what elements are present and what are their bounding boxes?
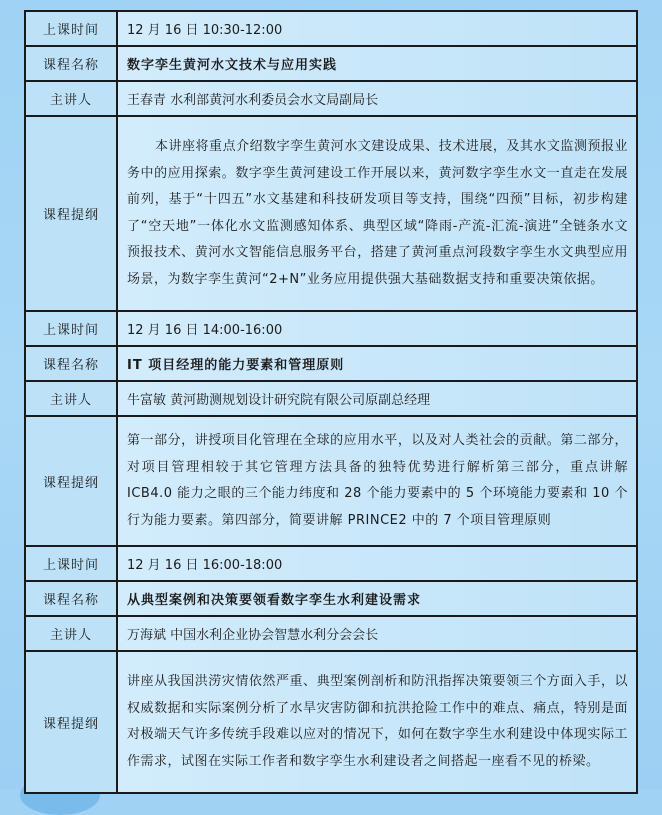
outline-cell [117,651,637,793]
time-value: 12 月 16 日 10:30-12:00 [117,11,637,46]
outline-cell [117,416,637,546]
outline-text: 第一部分，讲授项目化管理在全球的应用水平，以及对人类社会的贡献。第二部分，对项目管理相较于其它管理方法具备的独特优势进行解析第三部分，重点讲解 ICB4.0 能力之眼的三个能力纬度和 28 个能力要素中的 5 个环境能力要素和 10 个行为能力要素。第四部分，简要讲解 PRINCE2 中的 7 个项目管理原则 [127,433,628,528]
table-row-name-1 [25,46,637,81]
table-row-time-2 [25,311,637,346]
lecturer-value: 王春青 水利部黄河水利委员会水文局副局长 [117,81,637,116]
outline-cell [117,116,637,311]
table-row-time-3 [25,546,637,581]
course-name: IT 项目经理的能力要素和管理原则 [117,346,637,381]
lecturer-value: 牛富敏 黄河勘测规划设计研究院有限公司原副总经理 [117,381,637,416]
table-row-outline-1 [25,116,637,311]
outline-label: 课程提纲 [25,651,117,793]
course-name: 数字孪生黄河水文技术与应用实践 [117,46,637,81]
time-label: 上课时间 [25,11,117,46]
outline-label: 课程提纲 [25,116,117,311]
outline-label: 课程提纲 [25,416,117,546]
table-row-lecturer-2 [25,381,637,416]
table-row-outline-2 [25,416,637,546]
table-row-outline-3 [25,651,637,793]
lecturer-label: 主讲人 [25,81,117,116]
table-row-lecturer-1 [25,81,637,116]
time-value: 12 月 16 日 14:00-16:00 [117,311,637,346]
lecturer-value: 万海斌 中国水利企业协会智慧水利分会会长 [117,616,637,651]
time-label: 上课时间 [25,546,117,581]
outline-text: 讲座从我国洪涝灾情依然严重、典型案例剖析和防汛指挥决策要领三个方面入手，以权威数据和实际案例分析了水旱灾害防御和抗洪抢险工作中的难点、痛点，特别是面对极端天气许多传统手段难以应对的情况下，如何在数字孪生水利建设中体现实际工作需求，试图在实际工作者和数字孪生水利建设者之间搭起一座看不见的桥梁。 [127,674,628,769]
name-label: 课程名称 [25,581,117,616]
table-row-lecturer-3 [25,616,637,651]
table-row-time-1 [25,11,637,46]
name-label: 课程名称 [25,46,117,81]
outline-text: 本讲座将重点介绍数字孪生黄河水文建设成果、技术进展，及其水文监测预报业务中的应用探索。数字孪生黄河建设工作开展以来，黄河数字孪生水文一直走在发展前列，基于“十四五”水文基建和科技研发项目等支持，围绕“四预”目标，初步构建了“空天地”一体化水文监测感知体系、典型区域“降雨-产流-汇流-演进”全链条水文预报技术、黄河水文智能信息服务平台，搭建了黄河重点河段数字孪生水文典型应用场景，为数字孪生黄河“2+N”业务应用提供强大基础数据支持和重要决策依据。 [127,139,628,287]
time-label: 上课时间 [25,311,117,346]
lecturer-label: 主讲人 [25,616,117,651]
table-row-name-2 [25,346,637,381]
course-schedule-table [24,10,638,794]
course-name: 从典型案例和决策要领看数字孪生水利建设需求 [117,581,637,616]
name-label: 课程名称 [25,346,117,381]
lecturer-label: 主讲人 [25,381,117,416]
table-row-name-3 [25,581,637,616]
time-value: 12 月 16 日 16:00-18:00 [117,546,637,581]
